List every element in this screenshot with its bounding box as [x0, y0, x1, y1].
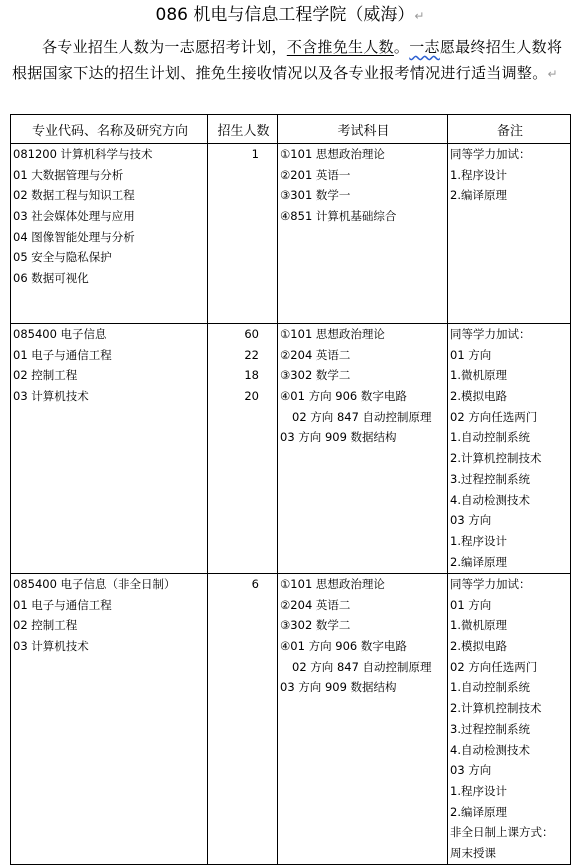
table-row	[11, 144, 571, 324]
major-line: 02 数据工程与知识工程	[13, 188, 135, 203]
exams-line: ③302 数学二	[280, 618, 351, 633]
cell-notes	[448, 324, 571, 574]
notes-line: 03 方向	[450, 513, 492, 528]
exams-line: 02 方向 847 自动控制原理	[292, 409, 432, 424]
major-line: 01 大数据管理与分析	[13, 167, 124, 182]
exams-line: 03 方向 909 数据结构	[280, 680, 397, 695]
notes-line: 2.编译原理	[450, 554, 507, 569]
table-row	[11, 324, 571, 574]
notes-line: 2.计算机控制技术	[450, 451, 542, 466]
cell-exams	[278, 324, 448, 574]
notes-line: 02 方向任选两门	[450, 409, 538, 424]
exams-line: ①101 思想政治理论	[280, 327, 385, 341]
notes-line: 1.微机原理	[450, 368, 507, 383]
cell-count	[208, 324, 278, 574]
exams-line: ②204 英语二	[280, 597, 351, 612]
cell-notes	[448, 574, 571, 865]
major-line: 06 数据可视化	[13, 271, 89, 286]
exams-line: ④01 方向 906 数字电路	[280, 639, 407, 654]
header-major: 专业代码、名称及研究方向	[11, 115, 208, 144]
header-notes: 备注	[448, 115, 571, 144]
notes-line: 1.自动控制系统	[450, 680, 530, 695]
table-row	[11, 574, 571, 865]
cell-exams	[278, 574, 448, 865]
notes-line: 01 方向	[450, 347, 492, 362]
exams-line: ④01 方向 906 数字电路	[280, 389, 407, 404]
notes-line: 同等学力加试：	[450, 577, 531, 591]
count-line: 22	[244, 347, 259, 362]
notes-line: 4.自动检测技术	[450, 742, 530, 757]
notes-line: 1.程序设计	[450, 167, 507, 182]
notes-line: 2.编译原理	[450, 804, 507, 819]
major-line: 04 图像智能处理与分析	[13, 229, 135, 244]
notes-line: 1.自动控制系统	[450, 430, 530, 445]
admissions-table	[10, 114, 571, 865]
major-line: 085400 电子信息	[13, 327, 107, 341]
notes-line: 2.计算机控制技术	[450, 701, 542, 716]
notes-line: 3.过程控制系统	[450, 471, 530, 486]
major-line: 05 安全与隐私保护	[13, 250, 112, 265]
major-line: 085400 电子信息（非全日制）	[13, 577, 176, 591]
major-line: 02 控制工程	[13, 618, 78, 633]
notes-line: 3.过程控制系统	[450, 721, 530, 736]
exams-line: ③301 数学一	[280, 188, 351, 203]
exams-line: ②201 英语一	[280, 167, 351, 182]
notes-line: 同等学力加试：	[450, 327, 531, 341]
notes-line: 2.编译原理	[450, 188, 507, 203]
exams-line: ①101 思想政治理论	[280, 147, 385, 161]
count-line: 1	[251, 147, 259, 161]
header-exams: 考试科目	[278, 115, 448, 144]
exams-line: ④851 计算机基础综合	[280, 209, 397, 224]
count-line: 6	[251, 577, 259, 591]
notes-line: 1.程序设计	[450, 533, 507, 548]
cell-major	[11, 574, 208, 865]
count-line: 20	[244, 389, 259, 404]
page-title: 086 机电与信息工程学院（威海）↵	[155, 5, 425, 25]
notes-line: 非全日制上课方式：	[450, 825, 554, 840]
major-line: 01 电子与通信工程	[13, 597, 112, 612]
count-line: 60	[244, 327, 259, 341]
intro-paragraph: 各专业招生人数为一志愿招考计划，不含推免生人数。一志愿最终招生人数将根据国家下达的招生计划、推免生接收情况以及各专业报考情况进行适当调整。↵	[12, 38, 563, 82]
major-line: 01 电子与通信工程	[13, 347, 112, 362]
notes-line: 2.模拟电路	[450, 389, 507, 404]
exams-line: 03 方向 909 数据结构	[280, 430, 397, 445]
table-header-row	[11, 115, 571, 144]
exams-line: 02 方向 847 自动控制原理	[292, 659, 432, 674]
major-line: 081200 计算机科学与技术	[13, 147, 153, 161]
notes-line: 01 方向	[450, 597, 492, 612]
major-line: 03 社会媒体处理与应用	[13, 209, 135, 224]
cell-major	[11, 144, 208, 324]
notes-line: 同等学力加试：	[450, 147, 531, 161]
notes-line: 1.程序设计	[450, 783, 507, 798]
major-line: 03 计算机技术	[13, 389, 89, 404]
count-line: 18	[244, 368, 259, 383]
paragraph-mark-icon: ↵	[414, 9, 425, 23]
notes-line: 2.模拟电路	[450, 639, 507, 654]
notes-line: 1.微机原理	[450, 618, 507, 633]
exams-line: ①101 思想政治理论	[280, 577, 385, 591]
cell-notes	[448, 144, 571, 324]
notes-line: 02 方向任选两门	[450, 659, 538, 674]
cell-exams	[278, 144, 448, 324]
cell-major	[11, 324, 208, 574]
notes-line: 周末授课	[450, 845, 496, 860]
notes-line: 03 方向	[450, 763, 492, 778]
exams-line: ②204 英语二	[280, 347, 351, 362]
notes-line: 4.自动检测技术	[450, 492, 530, 507]
major-line: 02 控制工程	[13, 368, 78, 383]
exams-line: ③302 数学二	[280, 368, 351, 383]
cell-count	[208, 144, 278, 324]
major-line: 03 计算机技术	[13, 639, 89, 654]
cell-count	[208, 574, 278, 865]
header-count: 招生人数	[208, 115, 278, 144]
